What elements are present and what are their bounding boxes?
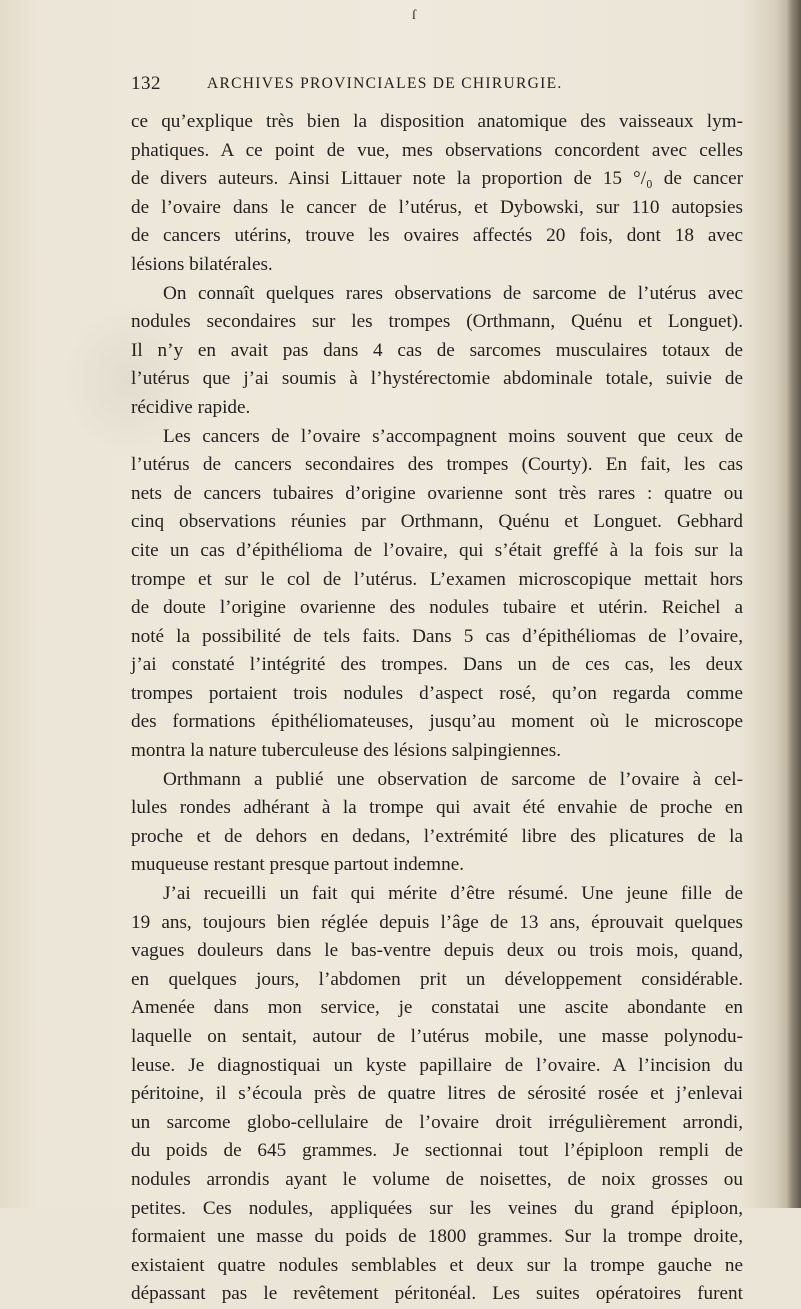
text-line: Amenée dans mon service, je constatai une ascite abondante en <box>131 997 743 1019</box>
text-line: phatiques. A ce point de vue, mes observations concordent avec celles <box>131 139 743 161</box>
text-line: cite un cas d’épithélioma de l’ovaire, qui s’était greffé à la fois sur la <box>131 539 743 561</box>
journal-title: ARCHIVES PROVINCIALES DE CHIRURGIE. <box>207 75 563 92</box>
text-line: de cancers utérins, trouve les ovaires affectés 20 fois, dont 18 avec <box>131 225 743 247</box>
text-line: montra la nature tuberculeuse des lésions salpingiennes. <box>131 740 561 762</box>
text-line: nets de cancers tubaires d’origine ovarienne sont très rares : quatre ou <box>131 482 743 504</box>
text-line: noté la possibilité de tels faits. Dans 5 cas d’épithéliomas de l’ovaire, <box>131 625 743 647</box>
text-line: en quelques jours, l’abdomen prit un développement considérable. <box>131 968 743 990</box>
ink-speck: ſ <box>412 8 416 23</box>
body-text <box>131 108 743 1309</box>
text-line: existaient quatre nodules semblables et deux sur la trompe gauche ne <box>131 1254 743 1276</box>
text-line: un sarcome globo-cellulaire de l’ovaire droit irrégulièrement arrondi, <box>131 1111 743 1133</box>
text-line: petites. Ces nodules, appliquées sur les veines du grand épiploon, <box>131 1197 743 1219</box>
text-line: j’ai constaté l’intégrité des trompes. Dans un de ces cas, les deux <box>131 654 743 676</box>
text-line: J’ai recueilli un fait qui mérite d’être résumé. Une jeune fille de <box>163 883 743 905</box>
text-line: vagues douleurs dans le bas-ventre depuis deux ou trois mois, quand, <box>131 940 743 962</box>
text-line: trompes portaient trois nodules d’aspect rosé, qu’on regarda comme <box>131 682 743 704</box>
text-line: l’utérus de cancers secondaires des trompes (Courty). En fait, les cas <box>131 454 743 476</box>
text-line: proche et de dehors en dedans, l’extrémité libre des plicatures de la <box>131 825 743 847</box>
text-line: muqueuse restant presque partout indemne. <box>131 854 465 876</box>
text-line: du poids de 645 grammes. Je sectionnai tout l’épiploon rempli de <box>131 1140 743 1162</box>
text-line: cinq observations réunies par Orthmann, Quénu et Longuet. Gebhard <box>131 511 743 533</box>
text-line: des formations épithéliomateuses, jusqu’au moment où le microscope <box>131 711 743 733</box>
text-line: de doute l’origine ovarienne des nodules tubaire et utérin. Reichel a <box>131 597 743 619</box>
text-line: On connaît quelques rares observations de sarcome de l’utérus avec <box>163 282 743 304</box>
text-line: laquelle on sentait, autour de l’utérus mobile, une masse polynodu- <box>131 1026 743 1047</box>
page-number: 132 <box>131 73 161 94</box>
text-line: de l’ovaire dans le cancer de l’utérus, et Dybowski, sur 110 autopsies <box>131 196 743 218</box>
running-head <box>131 73 743 97</box>
text-line: nodules secondaires sur les trompes (Orthmann, Quénu et Longuet). <box>131 311 743 333</box>
text-line: péritoine, il s’écoula près de quatre litres de sérosité rosée et j’enlevai <box>131 1083 743 1105</box>
page-binding-edge <box>787 0 801 1208</box>
text-line: de divers auteurs. Ainsi Littauer note la proportion de 15 °/₀ de cancer <box>131 168 743 190</box>
text-line: trompe et sur le col de l’utérus. L’examen microscopique mettait hors <box>131 568 743 590</box>
text-line: Orthmann a publié une observation de sarcome de l’ovaire à cel- <box>163 768 743 790</box>
text-line: lules rondes adhérant à la trompe qui avait été envahie de proche en <box>131 797 743 819</box>
text-line: formaient une masse du poids de 1800 grammes. Sur la trompe droite, <box>131 1226 743 1248</box>
text-line: dépassant pas le revêtement péritonéal. Les suites opératoires furent <box>131 1283 743 1305</box>
text-line: l’utérus que j’ai soumis à l’hystérectomie abdominale totale, suivie de <box>131 368 743 390</box>
text-line: nodules arrondis ayant le volume de noisettes, de noix grosses ou <box>131 1168 743 1190</box>
text-line: récidive rapide. <box>131 396 251 418</box>
text-line: ce qu’explique très bien la disposition anatomique des vaisseaux lym- <box>131 111 743 132</box>
text-line: lésions bilatérales. <box>131 253 273 275</box>
text-line: Les cancers de l’ovaire s’accompagnent moins souvent que ceux de <box>163 425 743 447</box>
text-line: leuse. Je diagnostiquai un kyste papillaire de l’ovaire. A l’incision du <box>131 1054 743 1076</box>
text-line: 19 ans, toujours bien réglée depuis l’âge de 13 ans, éprouvait quelques <box>131 911 743 933</box>
text-line: Il n’y en avait pas dans 4 cas de sarcomes musculaires totaux de <box>131 339 743 361</box>
